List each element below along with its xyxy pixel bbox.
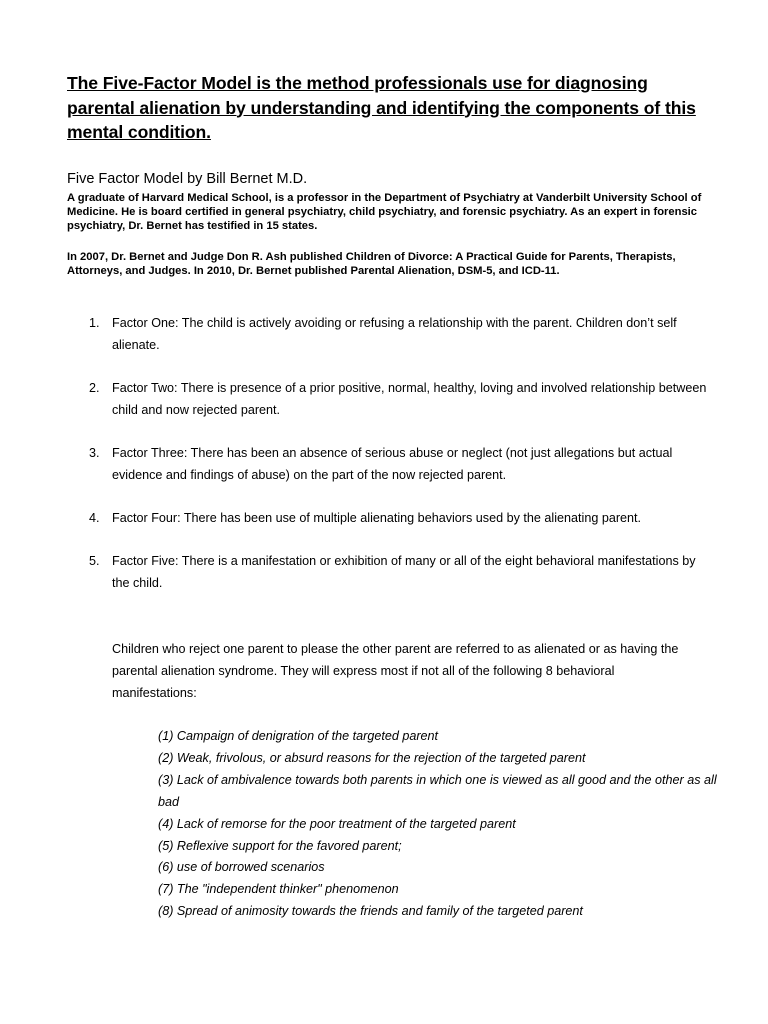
manifestation-item: (3) Lack of ambivalence towards both parents in which one is viewed as all good and the other as all bad xyxy=(158,772,717,809)
bio-paragraph-1: A graduate of Harvard Medical School, is a professor in the Department of Psychiatry at Vanderbilt University School of Medicine. He is board certified in general psychiatry, child psychiatry, and forensic psychiatry. As an expert in forensic psychiatry, Dr. Bernet has testified in 15 states. xyxy=(67,192,702,232)
manifestation-item: (1) Campaign of denigration of the targeted parent xyxy=(158,729,439,743)
factor-item xyxy=(67,312,707,356)
factor-item xyxy=(67,442,707,486)
factor-item xyxy=(67,550,707,594)
factor-text: Factor Three: There has been an absence of serious abuse or neglect (not just allegations but actual evidence and findings of abuse) on the part of the now rejected parent. xyxy=(112,446,673,482)
factor-text: Factor Four: There has been use of multiple alienating behaviors used by the alienating parent. xyxy=(112,511,642,525)
manifestation-item: (7) The "independent thinker" phenomenon xyxy=(158,882,399,897)
bio-paragraph-2: In 2007, Dr. Bernet and Judge Don R. Ash published Children of Divorce: A Practical Guide for Parents, Therapists, Attorneys, and Judges. In 2010, Dr. Bernet published Parental Alienation, DSM-5, and ICD-11. xyxy=(67,251,676,277)
factor-number: 3. xyxy=(89,446,100,460)
factor-item xyxy=(67,507,707,529)
factor-text: Factor One: The child is actively avoiding or refusing a relationship with the parent. Children don’t self alienate. xyxy=(112,316,677,352)
manifestation-item: (5) Reflexive support for the favored parent; xyxy=(158,838,402,853)
factor-item xyxy=(67,377,707,421)
factor-number: 2. xyxy=(89,381,100,395)
manifestation-item: (2) Weak, frivolous, or absurd reasons for the rejection of the targeted parent xyxy=(158,750,586,765)
manifestation-item: (4) Lack of remorse for the poor treatment of the targeted parent xyxy=(158,816,516,831)
intro-paragraph: Children who reject one parent to please the other parent are referred to as alienated or as having the parental alienation syndrome. They will express most if not all of the following 8 behavioral manifestations: xyxy=(112,642,679,700)
factor-number: 4. xyxy=(89,511,100,525)
document-title: The Five-Factor Model is the method professionals use for diagnosing parental alienation by understanding and identifying the components of this mental condition. xyxy=(67,73,696,142)
factor-text: Factor Five: There is a manifestation or exhibition of many or all of the eight behavioral manifestations by the child. xyxy=(112,554,696,590)
manifestation-item: (6) use of borrowed scenarios xyxy=(158,860,325,875)
manifestation-list xyxy=(158,726,718,923)
factor-list xyxy=(67,312,707,615)
factor-number: 1. xyxy=(89,316,100,330)
factor-number: 5. xyxy=(89,554,100,568)
manifestation-item: (8) Spread of animosity towards the friends and family of the targeted parent xyxy=(158,904,583,919)
section-heading: Five Factor Model by Bill Bernet M.D. xyxy=(67,171,308,187)
factor-text: Factor Two: There is presence of a prior positive, normal, healthy, loving and involved relationship between child and now rejected parent. xyxy=(112,381,707,417)
